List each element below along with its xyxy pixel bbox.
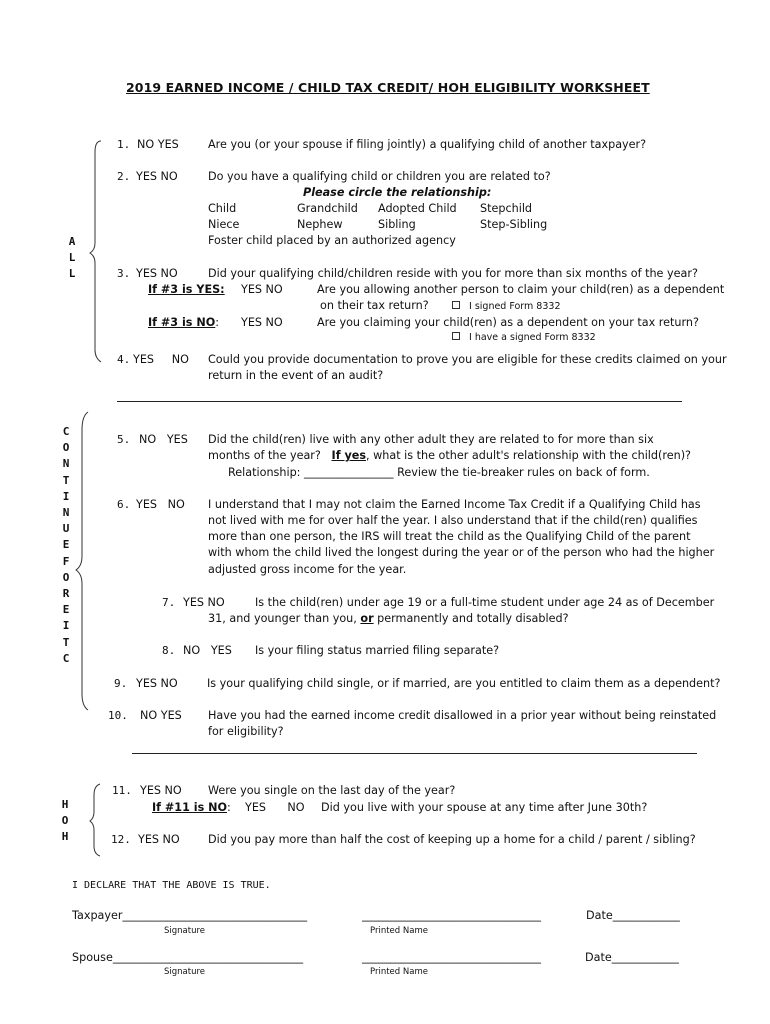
relationship-option[interactable]: Foster child placed by an authorized agency xyxy=(208,234,456,247)
taxpayer-printed-name-line[interactable]: ________________________________ xyxy=(362,909,541,922)
q7-answers[interactable]: YES NO xyxy=(183,596,225,609)
section-divider xyxy=(117,401,682,402)
signature-caption: Signature xyxy=(164,967,206,977)
checkbox-label: I have a signed Form 8332 xyxy=(469,332,596,343)
relationship-option[interactable]: Stepchild xyxy=(480,202,533,215)
continue-bracket xyxy=(76,412,88,710)
q4-answers[interactable]: YES NO xyxy=(133,353,189,366)
q11-number: 11. xyxy=(112,784,132,797)
relationship-option[interactable]: Niece xyxy=(208,218,240,231)
q3-text: Did your qualifying child/children reside with you for more than six months of the year? xyxy=(208,267,698,280)
q9-text: Is your qualifying child single, or if married, are you entitled to claim them as a dependent? xyxy=(207,677,721,690)
q6-text-line: adjusted gross income for the year. xyxy=(208,563,407,576)
q4-text-cont: return in the event of an audit? xyxy=(208,369,384,382)
spouse-printed-name-line[interactable]: ________________________________ xyxy=(362,951,541,964)
q11-text: Were you single on the last day of the year? xyxy=(208,784,456,797)
relationship-option[interactable]: Sibling xyxy=(378,218,416,231)
q11-sub-text: Did you live with your spouse at any time after June 30th? xyxy=(321,801,648,814)
q11-sub-answers[interactable]: YES NO xyxy=(245,801,305,814)
page-title: 2019 EARNED INCOME / CHILD TAX CREDIT/ HOH ELIGIBILITY WORKSHEET xyxy=(126,80,650,95)
q12-text: Did you pay more than half the cost of keeping up a home for a child / parent / sibling? xyxy=(208,833,696,846)
q2-answers[interactable]: YES NO xyxy=(136,170,178,183)
signature-caption: Signature xyxy=(164,926,206,936)
q5-text: Did the child(ren) live with any other adult they are related to for more than six xyxy=(208,433,654,446)
printed-name-caption: Printed Name xyxy=(370,926,428,936)
q7-number: 7. xyxy=(162,596,176,609)
spouse-signature-line[interactable]: Spouse__________________________________ xyxy=(72,951,304,964)
q5-relationship-line[interactable]: Relationship: ________________ Review the tie-breaker rules on back of form. xyxy=(228,466,650,479)
hoh-bracket xyxy=(90,784,100,856)
q3-no-text: Are you claiming your child(ren) as a dependent on your tax return? xyxy=(317,316,699,329)
q8-text: Is your filing status married filing separate? xyxy=(255,644,500,657)
form-8332-have-checkbox[interactable] xyxy=(452,332,596,343)
q10-text-cont: for eligibility? xyxy=(208,725,284,738)
q7-text: Is the child(ren) under age 19 or a full-time student under age 24 as of December xyxy=(255,596,715,609)
q5-answers[interactable]: NO YES xyxy=(139,433,188,446)
taxpayer-signature-line[interactable]: Taxpayer_________________________________ xyxy=(72,909,308,922)
q3-yes-answers[interactable]: YES NO xyxy=(241,283,283,296)
q8-answers[interactable]: NO YES xyxy=(183,644,232,657)
q1-answers[interactable]: NO YES xyxy=(137,138,179,151)
spouse-date-line[interactable]: Date____________ xyxy=(585,951,679,964)
section-all-label: A L L xyxy=(68,235,76,281)
relationship-option[interactable]: Nephew xyxy=(297,218,343,231)
checkbox-icon[interactable] xyxy=(452,301,460,309)
q2-circle-instruction: Please circle the relationship: xyxy=(303,186,492,199)
q2-number: 2. xyxy=(117,170,131,183)
q6-text-line: I understand that I may not claim the Earned Income Tax Credit if a Qualifying Child has xyxy=(208,498,701,511)
q3-yes-label: If #3 is YES: xyxy=(148,283,225,296)
q11-no-label: If #11 is NO: xyxy=(152,801,231,814)
checkbox-icon[interactable] xyxy=(452,332,460,340)
printed-name-caption: Printed Name xyxy=(370,967,428,977)
checkbox-label: I signed Form 8332 xyxy=(469,301,561,312)
q2-text: Do you have a qualifying child or children you are related to? xyxy=(208,170,551,183)
q11-answers[interactable]: YES NO xyxy=(140,784,182,797)
q3-number: 3. xyxy=(117,267,131,280)
q1-number: 1. xyxy=(117,138,131,151)
q10-text: Have you had the earned income credit disallowed in a prior year without being reinstated xyxy=(208,709,717,722)
relationship-option[interactable]: Child xyxy=(208,202,237,215)
relationship-option[interactable]: Step-Sibling xyxy=(480,218,548,231)
section-continue-label: C O N T I N U E F O R E I T C xyxy=(62,425,70,665)
q3-yes-text-cont: on their tax return? xyxy=(320,299,429,312)
q3-no-label: If #3 is NO: xyxy=(148,316,220,329)
q6-number: 6. xyxy=(117,498,131,511)
relationship-option[interactable]: Adopted Child xyxy=(378,202,457,215)
q6-answers[interactable]: YES NO xyxy=(136,498,185,511)
q7-text-cont: 31, and younger than you, or permanently and totally disabled? xyxy=(208,612,569,625)
q10-number: 10. xyxy=(108,709,128,722)
form-8332-signed-checkbox[interactable] xyxy=(452,301,560,312)
q9-number: 9. xyxy=(114,677,128,690)
q6-text-line: with whom the child lived the longest during the year or of the person who had the higher xyxy=(208,546,715,559)
q4-text: Could you provide documentation to prove you are eligible for these credits claimed on your xyxy=(208,353,727,366)
q4-number: 4. xyxy=(117,353,131,366)
q6-text-line: not lived with me for over half the year. I also understand that if the child(ren) qualifies xyxy=(208,514,698,527)
section-hoh-label: H O H xyxy=(61,798,69,844)
declaration-text: I DECLARE THAT THE ABOVE IS TRUE. xyxy=(72,880,271,891)
all-bracket xyxy=(90,141,101,362)
q1-text: Are you (or your spouse if filing jointly) a qualifying child of another taxpayer? xyxy=(208,138,647,151)
q5-number: 5. xyxy=(117,433,131,446)
q9-answers[interactable]: YES NO xyxy=(136,677,178,690)
relationship-option[interactable]: Grandchild xyxy=(297,202,358,215)
q3-yes-text: Are you allowing another person to claim your child(ren) as a dependent xyxy=(317,283,725,296)
taxpayer-date-line[interactable]: Date____________ xyxy=(586,909,680,922)
q6-text-line: more than one person, the IRS will treat the child as the Qualifying Child of the parent xyxy=(208,530,691,543)
q10-answers[interactable]: NO YES xyxy=(140,709,182,722)
q8-number: 8. xyxy=(162,644,176,657)
q3-no-answers[interactable]: YES NO xyxy=(241,316,283,329)
q12-number: 12. xyxy=(111,833,131,846)
q5-text-cont: months of the year? If yes, what is the other adult's relationship with the child(ren)? xyxy=(208,449,691,462)
q3-answers[interactable]: YES NO xyxy=(136,267,178,280)
q12-answers[interactable]: YES NO xyxy=(138,833,180,846)
section-divider xyxy=(132,753,697,754)
